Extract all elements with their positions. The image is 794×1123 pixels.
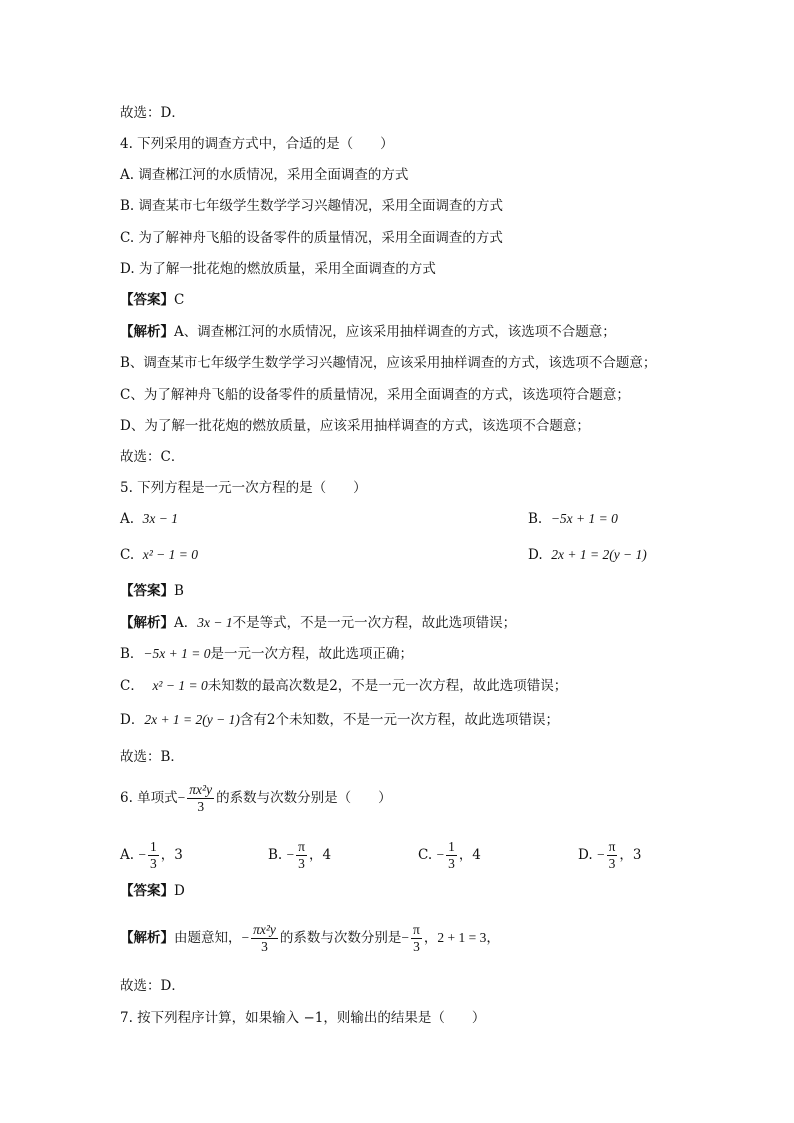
analysis-label: 【解析】 (120, 930, 174, 946)
q5-option-a (120, 510, 178, 528)
coefficient-fraction (411, 922, 422, 955)
q4-option-b: B. 调查某市七年级学生数学学习兴趣情况，采用全面调查的方式 (120, 198, 504, 214)
fraction-denominator: 3 (149, 856, 157, 871)
monomial-fraction (187, 782, 214, 815)
option-degree: ，4 (458, 847, 481, 863)
fraction-numerator: πx²y (189, 782, 213, 797)
analysis-expr: 3x − 1 (197, 615, 233, 630)
analysis-text: A、调查郴江河的水质情况，应该采用抽样调查的方式，该选项不合题意； (174, 324, 616, 340)
fraction-numerator: πx²y (253, 922, 276, 937)
analysis-prefix: A． (174, 615, 198, 631)
fraction-denominator: 3 (608, 856, 616, 871)
minus-sign: − (286, 847, 295, 862)
q6-option-a (120, 837, 183, 873)
minus-sign: − (401, 930, 410, 945)
minus-sign: − (436, 847, 445, 862)
q6-option-d (578, 837, 641, 873)
option-expr: x² − 1 = 0 (142, 547, 198, 562)
option-fraction (446, 839, 457, 872)
q5-stem: 5. 下列方程是一元一次方程的是（ ） (120, 480, 367, 496)
q4-option-d: D. 为了解一批花炮的燃放质量，采用全面调查的方式 (120, 261, 436, 277)
analysis-mid: 的系数与次数分别是 (279, 930, 402, 946)
stem-prefix: 6. 单项式 (120, 790, 178, 806)
option-fraction (607, 839, 618, 872)
analysis-label: 【解析】 (120, 324, 174, 340)
minus-sign: − (241, 930, 250, 945)
q4-analysis-a (120, 323, 616, 341)
analysis-prefix: B． (120, 646, 144, 662)
analysis-label: 【解析】 (120, 615, 174, 631)
analysis-expr: −5x + 1 = 0 (143, 646, 211, 661)
q5-analysis-a (120, 614, 516, 632)
q4-stem: 4. 下列采用的调查方式中，合适的是（ ） (120, 136, 394, 152)
minus-sign: − (596, 847, 605, 862)
option-label: A. (120, 847, 135, 863)
q4-analysis-b: B、调查某市七年级学生数学学习兴趣情况，应该采用抽样调查的方式，该选项不合题意； (120, 355, 657, 371)
q5-option-c (120, 546, 198, 564)
option-label: A. (120, 511, 135, 527)
q6-option-b (268, 837, 331, 873)
q4-answer (120, 291, 184, 309)
analysis-degree: ，2 + 1 = 3， (423, 930, 500, 945)
q6-analysis (120, 920, 500, 956)
q4-analysis-d: D、为了解一批花炮的燃放质量，应该采用抽样调查的方式，该选项不合题意； (120, 418, 590, 434)
option-label: B. (268, 847, 283, 863)
option-label: B. (528, 511, 543, 527)
fraction-denominator: 3 (197, 799, 205, 814)
minus-sign: − (138, 847, 146, 862)
q5-option-d (528, 546, 647, 564)
fraction-numerator: π (608, 839, 616, 854)
option-fraction (296, 839, 307, 872)
answer-value: D (174, 883, 185, 899)
answer-value: C (174, 292, 185, 308)
option-label: C. (418, 847, 433, 863)
fraction-numerator: 1 (149, 839, 157, 854)
q5-analysis-c (120, 677, 567, 695)
q5-answer (120, 582, 184, 600)
q6-conclusion: 故选：D． (120, 978, 185, 994)
analysis-text: 未知数的最高次数是2，不是一元一次方程，故此选项错误； (207, 678, 568, 694)
option-expr: 3x − 1 (142, 511, 178, 526)
monomial-fraction (251, 922, 278, 955)
answer-label: 【答案】 (120, 883, 174, 899)
fraction-denominator: 3 (261, 939, 268, 954)
q5-conclusion: 故选：B． (120, 749, 184, 765)
option-label: D. (528, 547, 543, 563)
q5-option-b (528, 510, 618, 528)
q6-option-c (418, 837, 481, 873)
q4-analysis-c: C、为了解神舟飞船的设备零件的质量情况，采用全面调查的方式，该选项符合题意； (120, 387, 630, 403)
option-degree: ，3 (160, 847, 183, 863)
option-label: C. (120, 547, 135, 563)
fraction-denominator: 3 (448, 856, 455, 871)
option-expr: −5x + 1 = 0 (550, 511, 618, 526)
analysis-prefix: 由题意知， (174, 930, 242, 946)
q7-stem: 7. 按下列程序计算，如果输入 −1，则输出的结果是（ ） (120, 1010, 486, 1026)
q6-answer (120, 882, 185, 900)
analysis-expr: x² − 1 = 0 (152, 678, 208, 693)
fraction-denominator: 3 (413, 939, 420, 954)
q4-option-c: C. 为了解神舟飞船的设备零件的质量情况，采用全面调查的方式 (120, 230, 503, 246)
analysis-prefix: D． (120, 712, 145, 728)
analysis-expr: 2x + 1 = 2(y − 1) (144, 712, 240, 727)
q6-stem (120, 780, 392, 816)
fraction-numerator: 1 (448, 839, 455, 854)
minus-sign: − (177, 790, 186, 805)
q4-conclusion: 故选：C． (120, 449, 185, 465)
answer-label: 【答案】 (120, 292, 174, 308)
q5-analysis-b (120, 645, 413, 663)
fraction-numerator: π (298, 839, 305, 854)
stem-suffix: 的系数与次数分别是（ ） (216, 790, 392, 806)
q3-conclusion: 故选：D． (120, 105, 185, 121)
analysis-prefix: C． (120, 678, 144, 694)
option-expr: 2x + 1 = 2(y − 1) (551, 547, 647, 562)
fraction-numerator: π (413, 922, 420, 937)
answer-label: 【答案】 (120, 583, 174, 599)
analysis-text: 不是等式，不是一元一次方程，故此选项错误； (232, 615, 517, 631)
q4-option-a: A. 调查郴江河的水质情况，采用全面调查的方式 (120, 167, 409, 183)
analysis-text: 含有2个未知数，不是一元一次方程，故此选项错误； (239, 712, 559, 728)
option-label: D. (578, 847, 593, 863)
option-degree: ，3 (619, 847, 642, 863)
answer-value: B (174, 583, 184, 599)
analysis-text: 是一元一次方程，故此选项正确； (210, 646, 413, 662)
q5-analysis-d (120, 711, 559, 729)
option-degree: ，4 (308, 847, 332, 863)
option-fraction (148, 839, 159, 872)
fraction-denominator: 3 (298, 856, 305, 871)
